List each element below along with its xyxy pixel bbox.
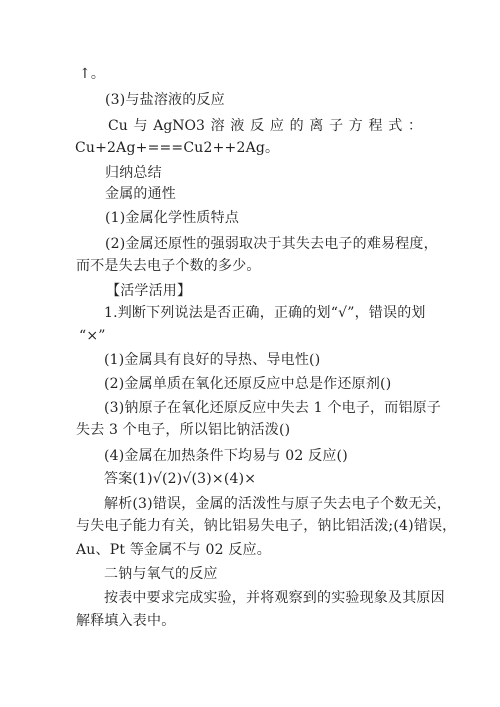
- text-line: (3)钠原子在氧化还原反应中失去 1 个电子，而铝原子: [104, 400, 442, 416]
- token: 反: [250, 118, 265, 134]
- text-line: (4)金属在加热条件下均易与 02 反应(): [104, 448, 348, 464]
- token: 离: [309, 118, 324, 134]
- text-line: 归纳总结: [105, 165, 162, 181]
- token: 的: [289, 118, 304, 134]
- text-line: 与失电子能力有关，钠比铝易失电子，钠比铝活泼;(4)错误，: [76, 518, 457, 534]
- token: 应: [269, 118, 284, 134]
- text-line: (3)与盐溶液的反应: [105, 92, 225, 108]
- text-line: (2)金属还原性的强弱取决于其失去电子的难易程度，: [105, 236, 438, 252]
- text-line: 解析(3)错误，金属的活泼性与原子失去电子个数无关，: [104, 496, 452, 512]
- text-line: ↑。: [79, 66, 106, 82]
- token: 与: [133, 118, 148, 134]
- text-line-justified: [108, 116, 422, 136]
- text-line: 失去 3 个电子，所以铝比钠活泼(): [76, 422, 291, 438]
- token: ：: [408, 118, 422, 134]
- token: 式: [388, 118, 403, 134]
- text-line: 金属的通性: [105, 186, 176, 202]
- text-line: “×”: [79, 328, 106, 344]
- text-line: 答案(1)√(2)√(3)×(4)×: [104, 471, 257, 487]
- token: 溶: [210, 118, 225, 134]
- text-line: 解释填入表中。: [76, 613, 176, 629]
- text-line: (2)金属单质在氧化还原反应中总是作还原剂(): [104, 376, 392, 392]
- text-line: 【活学活用】: [106, 283, 192, 299]
- text-line: (1)金属化学性质特点: [105, 210, 240, 226]
- text-line: 1.判断下列说法是否正确，正确的划“√”，错误的划: [104, 305, 426, 321]
- token: AgNO3: [153, 118, 205, 134]
- text-line: 而不是失去电子个数的多少。: [76, 258, 261, 274]
- text-line: (1)金属具有良好的导热、导电性(): [104, 352, 321, 368]
- token: 液: [230, 118, 245, 134]
- token: Cu: [108, 118, 128, 134]
- text-line: 按表中要求完成实验，并将观察到的实验现象及其原因: [104, 590, 445, 606]
- token: 方: [348, 118, 363, 134]
- token: 子: [329, 118, 344, 134]
- text-line: 二钠与氧气的反应: [104, 566, 218, 582]
- text-line: Au、Pt 等金属不与 02 反应。: [76, 542, 271, 558]
- token: 程: [368, 118, 383, 134]
- text-line: Cu+2Ag+===Cu2++2Ag。: [75, 140, 280, 156]
